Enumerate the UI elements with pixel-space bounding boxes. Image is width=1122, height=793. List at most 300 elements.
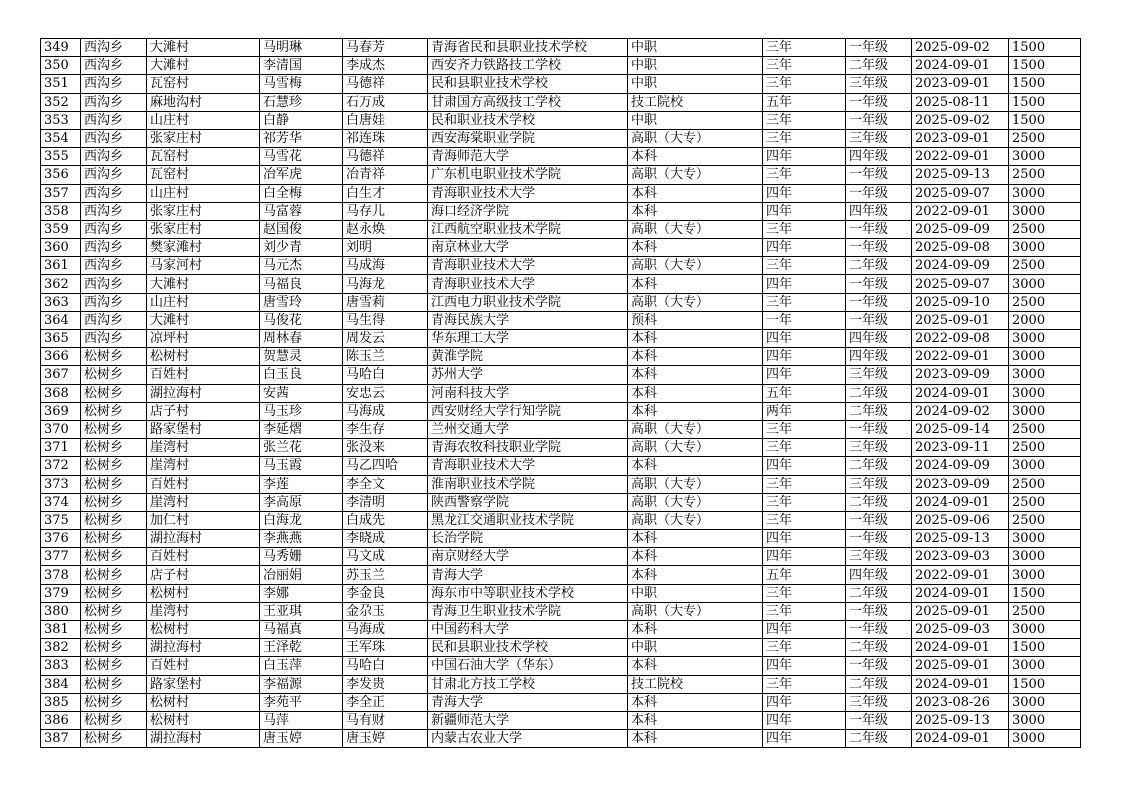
cell-guardian-name: 李清明 bbox=[343, 493, 428, 511]
cell-school-level: 本科 bbox=[628, 693, 763, 711]
cell-village: 瓦窑村 bbox=[147, 166, 260, 184]
cell-student-name: 马福真 bbox=[260, 621, 343, 639]
cell-amount: 3000 bbox=[1009, 566, 1081, 584]
cell-township: 西沟乡 bbox=[81, 311, 147, 329]
cell-guardian-name: 石万成 bbox=[343, 93, 428, 111]
cell-guardian-name: 赵永焕 bbox=[343, 220, 428, 238]
cell-duration: 五年 bbox=[763, 566, 846, 584]
cell-student-name: 白玉良 bbox=[260, 366, 343, 384]
cell-index: 385 bbox=[41, 693, 81, 711]
table-row bbox=[41, 402, 1081, 420]
cell-duration: 三年 bbox=[763, 57, 846, 75]
cell-student-name: 白玉萍 bbox=[260, 657, 343, 675]
cell-grade: 一年级 bbox=[846, 602, 912, 620]
table-row bbox=[41, 366, 1081, 384]
cell-grade: 二年级 bbox=[846, 402, 912, 420]
cell-school-level: 高职（大专） bbox=[628, 439, 763, 457]
cell-amount: 1500 bbox=[1009, 639, 1081, 657]
cell-guardian-name: 马德祥 bbox=[343, 148, 428, 166]
cell-index: 384 bbox=[41, 675, 81, 693]
cell-school-level: 高职（大专） bbox=[628, 511, 763, 529]
cell-village: 大滩村 bbox=[147, 39, 260, 57]
cell-student-name: 白静 bbox=[260, 111, 343, 129]
cell-duration: 三年 bbox=[763, 75, 846, 93]
cell-amount: 2500 bbox=[1009, 220, 1081, 238]
cell-grade: 四年级 bbox=[846, 348, 912, 366]
cell-village: 瓦窑村 bbox=[147, 148, 260, 166]
cell-school: 江西电力职业技术学院 bbox=[428, 293, 628, 311]
cell-grade: 三年级 bbox=[846, 366, 912, 384]
table-row bbox=[41, 457, 1081, 475]
cell-amount: 1500 bbox=[1009, 39, 1081, 57]
cell-enroll-date: 2024-09-01 bbox=[912, 493, 1009, 511]
cell-grade: 一年级 bbox=[846, 93, 912, 111]
cell-duration: 五年 bbox=[763, 93, 846, 111]
cell-township: 西沟乡 bbox=[81, 293, 147, 311]
cell-guardian-name: 冶青祥 bbox=[343, 166, 428, 184]
cell-school-level: 高职（大专） bbox=[628, 257, 763, 275]
cell-duration: 四年 bbox=[763, 348, 846, 366]
cell-school-level: 技工院校 bbox=[628, 675, 763, 693]
cell-township: 西沟乡 bbox=[81, 239, 147, 257]
cell-township: 西沟乡 bbox=[81, 39, 147, 57]
cell-duration: 三年 bbox=[763, 639, 846, 657]
cell-guardian-name: 马文成 bbox=[343, 548, 428, 566]
cell-school: 青海省民和县职业技术学校 bbox=[428, 39, 628, 57]
cell-grade: 一年级 bbox=[846, 311, 912, 329]
cell-township: 松树乡 bbox=[81, 566, 147, 584]
cell-grade: 二年级 bbox=[846, 493, 912, 511]
cell-school-level: 本科 bbox=[628, 711, 763, 729]
cell-grade: 四年级 bbox=[846, 330, 912, 348]
cell-guardian-name: 唐玉婷 bbox=[343, 730, 428, 748]
cell-student-name: 李延熠 bbox=[260, 420, 343, 438]
cell-enroll-date: 2025-09-14 bbox=[912, 420, 1009, 438]
cell-school: 陕西警察学院 bbox=[428, 493, 628, 511]
cell-index: 357 bbox=[41, 184, 81, 202]
cell-duration: 四年 bbox=[763, 330, 846, 348]
cell-index: 372 bbox=[41, 457, 81, 475]
cell-school: 甘肃国方高级技工学校 bbox=[428, 93, 628, 111]
cell-school: 华东理工大学 bbox=[428, 330, 628, 348]
cell-township: 西沟乡 bbox=[81, 275, 147, 293]
cell-grade: 四年级 bbox=[846, 566, 912, 584]
cell-amount: 3000 bbox=[1009, 657, 1081, 675]
cell-student-name: 马玉霞 bbox=[260, 457, 343, 475]
cell-duration: 三年 bbox=[763, 111, 846, 129]
cell-township: 西沟乡 bbox=[81, 330, 147, 348]
cell-enroll-date: 2024-09-09 bbox=[912, 257, 1009, 275]
cell-grade: 一年级 bbox=[846, 111, 912, 129]
cell-enroll-date: 2023-09-11 bbox=[912, 439, 1009, 457]
cell-duration: 三年 bbox=[763, 439, 846, 457]
cell-school-level: 本科 bbox=[628, 730, 763, 748]
cell-enroll-date: 2025-09-08 bbox=[912, 239, 1009, 257]
cell-guardian-name: 马有财 bbox=[343, 711, 428, 729]
cell-school: 甘肃北方技工学校 bbox=[428, 675, 628, 693]
cell-township: 松树乡 bbox=[81, 420, 147, 438]
cell-index: 363 bbox=[41, 293, 81, 311]
cell-village: 百姓村 bbox=[147, 657, 260, 675]
cell-student-name: 马俊花 bbox=[260, 311, 343, 329]
cell-school-level: 本科 bbox=[628, 457, 763, 475]
table-row bbox=[41, 148, 1081, 166]
cell-village: 凉坪村 bbox=[147, 330, 260, 348]
cell-index: 375 bbox=[41, 511, 81, 529]
cell-school-level: 中职 bbox=[628, 39, 763, 57]
cell-guardian-name: 马生得 bbox=[343, 311, 428, 329]
cell-township: 松树乡 bbox=[81, 348, 147, 366]
cell-student-name: 赵国俊 bbox=[260, 220, 343, 238]
cell-township: 西沟乡 bbox=[81, 75, 147, 93]
cell-amount: 2000 bbox=[1009, 311, 1081, 329]
cell-township: 松树乡 bbox=[81, 675, 147, 693]
cell-school-level: 本科 bbox=[628, 239, 763, 257]
cell-village: 大滩村 bbox=[147, 311, 260, 329]
cell-school: 西安齐力铁路技工学校 bbox=[428, 57, 628, 75]
cell-school: 青海农牧科技职业学院 bbox=[428, 439, 628, 457]
cell-index: 355 bbox=[41, 148, 81, 166]
cell-index: 383 bbox=[41, 657, 81, 675]
cell-grade: 二年级 bbox=[846, 730, 912, 748]
cell-grade: 一年级 bbox=[846, 39, 912, 57]
cell-grade: 一年级 bbox=[846, 220, 912, 238]
cell-township: 松树乡 bbox=[81, 402, 147, 420]
cell-village: 松树村 bbox=[147, 711, 260, 729]
cell-index: 382 bbox=[41, 639, 81, 657]
cell-student-name: 马秀姗 bbox=[260, 548, 343, 566]
cell-township: 松树乡 bbox=[81, 439, 147, 457]
cell-duration: 四年 bbox=[763, 148, 846, 166]
cell-village: 大滩村 bbox=[147, 57, 260, 75]
table-row bbox=[41, 530, 1081, 548]
cell-amount: 3000 bbox=[1009, 330, 1081, 348]
cell-school-level: 本科 bbox=[628, 202, 763, 220]
cell-grade: 一年级 bbox=[846, 420, 912, 438]
cell-index: 379 bbox=[41, 584, 81, 602]
cell-guardian-name: 白生才 bbox=[343, 184, 428, 202]
cell-guardian-name: 马德祥 bbox=[343, 75, 428, 93]
cell-grade: 四年级 bbox=[846, 202, 912, 220]
cell-student-name: 马雪梅 bbox=[260, 75, 343, 93]
cell-student-name: 李苑平 bbox=[260, 693, 343, 711]
cell-village: 麻地沟村 bbox=[147, 93, 260, 111]
cell-school-level: 高职（大专） bbox=[628, 129, 763, 147]
cell-duration: 四年 bbox=[763, 530, 846, 548]
cell-village: 松树村 bbox=[147, 348, 260, 366]
cell-amount: 3000 bbox=[1009, 548, 1081, 566]
cell-index: 362 bbox=[41, 275, 81, 293]
cell-enroll-date: 2024-09-02 bbox=[912, 402, 1009, 420]
cell-grade: 三年级 bbox=[846, 75, 912, 93]
cell-school: 西安海棠职业学院 bbox=[428, 129, 628, 147]
cell-student-name: 王亚琪 bbox=[260, 602, 343, 620]
cell-school-level: 高职（大专） bbox=[628, 493, 763, 511]
cell-grade: 一年级 bbox=[846, 293, 912, 311]
cell-student-name: 马福良 bbox=[260, 275, 343, 293]
table-row bbox=[41, 511, 1081, 529]
table-row bbox=[41, 711, 1081, 729]
cell-amount: 3000 bbox=[1009, 239, 1081, 257]
cell-grade: 三年级 bbox=[846, 439, 912, 457]
cell-guardian-name: 马海龙 bbox=[343, 275, 428, 293]
cell-enroll-date: 2025-09-01 bbox=[912, 311, 1009, 329]
cell-student-name: 周林春 bbox=[260, 330, 343, 348]
cell-enroll-date: 2022-09-01 bbox=[912, 148, 1009, 166]
cell-township: 松树乡 bbox=[81, 657, 147, 675]
cell-township: 松树乡 bbox=[81, 457, 147, 475]
cell-amount: 2500 bbox=[1009, 493, 1081, 511]
cell-grade: 二年级 bbox=[846, 639, 912, 657]
cell-amount: 2500 bbox=[1009, 129, 1081, 147]
cell-township: 松树乡 bbox=[81, 511, 147, 529]
cell-guardian-name: 马哈白 bbox=[343, 366, 428, 384]
cell-school: 苏州大学 bbox=[428, 366, 628, 384]
table-row bbox=[41, 293, 1081, 311]
table-row bbox=[41, 220, 1081, 238]
cell-school: 长治学院 bbox=[428, 530, 628, 548]
cell-township: 松树乡 bbox=[81, 730, 147, 748]
cell-village: 湖拉海村 bbox=[147, 530, 260, 548]
cell-duration: 四年 bbox=[763, 693, 846, 711]
cell-school-level: 中职 bbox=[628, 57, 763, 75]
cell-school-level: 中职 bbox=[628, 111, 763, 129]
cell-township: 西沟乡 bbox=[81, 148, 147, 166]
cell-guardian-name: 李晓成 bbox=[343, 530, 428, 548]
cell-amount: 3000 bbox=[1009, 366, 1081, 384]
table-row bbox=[41, 93, 1081, 111]
cell-duration: 四年 bbox=[763, 730, 846, 748]
table-row bbox=[41, 439, 1081, 457]
cell-guardian-name: 张没来 bbox=[343, 439, 428, 457]
cell-student-name: 贺慧灵 bbox=[260, 348, 343, 366]
cell-township: 西沟乡 bbox=[81, 220, 147, 238]
cell-duration: 三年 bbox=[763, 511, 846, 529]
cell-student-name: 刘少青 bbox=[260, 239, 343, 257]
table-row bbox=[41, 548, 1081, 566]
cell-amount: 2500 bbox=[1009, 166, 1081, 184]
cell-school: 青海职业技术大学 bbox=[428, 457, 628, 475]
cell-duration: 三年 bbox=[763, 293, 846, 311]
cell-township: 西沟乡 bbox=[81, 166, 147, 184]
cell-enroll-date: 2025-09-13 bbox=[912, 530, 1009, 548]
cell-duration: 五年 bbox=[763, 384, 846, 402]
cell-village: 崖湾村 bbox=[147, 457, 260, 475]
cell-index: 377 bbox=[41, 548, 81, 566]
cell-village: 张家庄村 bbox=[147, 129, 260, 147]
table-row bbox=[41, 330, 1081, 348]
table-row bbox=[41, 420, 1081, 438]
cell-school: 淮南职业技术学院 bbox=[428, 475, 628, 493]
cell-student-name: 石慧珍 bbox=[260, 93, 343, 111]
cell-township: 西沟乡 bbox=[81, 129, 147, 147]
cell-student-name: 马明琳 bbox=[260, 39, 343, 57]
table-row bbox=[41, 239, 1081, 257]
cell-village: 崖湾村 bbox=[147, 493, 260, 511]
cell-village: 松树村 bbox=[147, 584, 260, 602]
cell-index: 360 bbox=[41, 239, 81, 257]
cell-student-name: 马萍 bbox=[260, 711, 343, 729]
cell-index: 374 bbox=[41, 493, 81, 511]
cell-school: 江西航空职业技术学院 bbox=[428, 220, 628, 238]
cell-enroll-date: 2025-09-07 bbox=[912, 184, 1009, 202]
cell-township: 松树乡 bbox=[81, 530, 147, 548]
cell-duration: 三年 bbox=[763, 602, 846, 620]
cell-enroll-date: 2025-09-02 bbox=[912, 39, 1009, 57]
cell-enroll-date: 2024-09-01 bbox=[912, 639, 1009, 657]
cell-amount: 2500 bbox=[1009, 511, 1081, 529]
cell-amount: 3000 bbox=[1009, 202, 1081, 220]
cell-school-level: 本科 bbox=[628, 148, 763, 166]
cell-amount: 3000 bbox=[1009, 730, 1081, 748]
table-row bbox=[41, 111, 1081, 129]
cell-school: 新疆师范大学 bbox=[428, 711, 628, 729]
cell-guardian-name: 李全正 bbox=[343, 693, 428, 711]
table-row bbox=[41, 275, 1081, 293]
cell-village: 崖湾村 bbox=[147, 439, 260, 457]
cell-enroll-date: 2023-09-01 bbox=[912, 129, 1009, 147]
table-row bbox=[41, 202, 1081, 220]
cell-grade: 二年级 bbox=[846, 384, 912, 402]
cell-duration: 四年 bbox=[763, 239, 846, 257]
cell-amount: 2500 bbox=[1009, 257, 1081, 275]
table-row bbox=[41, 166, 1081, 184]
cell-guardian-name: 马哈白 bbox=[343, 657, 428, 675]
cell-school-level: 高职（大专） bbox=[628, 602, 763, 620]
cell-guardian-name: 唐雪莉 bbox=[343, 293, 428, 311]
table-row bbox=[41, 621, 1081, 639]
cell-index: 371 bbox=[41, 439, 81, 457]
cell-amount: 1500 bbox=[1009, 675, 1081, 693]
cell-enroll-date: 2024-09-01 bbox=[912, 584, 1009, 602]
cell-village: 松树村 bbox=[147, 621, 260, 639]
cell-duration: 四年 bbox=[763, 275, 846, 293]
cell-school: 海口经济学院 bbox=[428, 202, 628, 220]
cell-grade: 二年级 bbox=[846, 57, 912, 75]
cell-school: 青海民族大学 bbox=[428, 311, 628, 329]
cell-student-name: 李福源 bbox=[260, 675, 343, 693]
cell-amount: 2500 bbox=[1009, 439, 1081, 457]
cell-enroll-date: 2022-09-01 bbox=[912, 202, 1009, 220]
cell-amount: 1500 bbox=[1009, 111, 1081, 129]
cell-school-level: 本科 bbox=[628, 566, 763, 584]
cell-student-name: 祁芳华 bbox=[260, 129, 343, 147]
cell-duration: 四年 bbox=[763, 548, 846, 566]
cell-township: 西沟乡 bbox=[81, 184, 147, 202]
cell-enroll-date: 2024-09-01 bbox=[912, 384, 1009, 402]
cell-school-level: 本科 bbox=[628, 275, 763, 293]
cell-enroll-date: 2024-09-09 bbox=[912, 457, 1009, 475]
cell-school: 民和县职业技术学校 bbox=[428, 75, 628, 93]
table-row bbox=[41, 384, 1081, 402]
cell-school: 南京林业大学 bbox=[428, 239, 628, 257]
cell-student-name: 马富蓉 bbox=[260, 202, 343, 220]
cell-grade: 一年级 bbox=[846, 184, 912, 202]
table-row bbox=[41, 493, 1081, 511]
table-row bbox=[41, 675, 1081, 693]
cell-duration: 三年 bbox=[763, 129, 846, 147]
table-row bbox=[41, 39, 1081, 57]
cell-index: 361 bbox=[41, 257, 81, 275]
cell-enroll-date: 2023-09-03 bbox=[912, 548, 1009, 566]
cell-index: 368 bbox=[41, 384, 81, 402]
cell-index: 351 bbox=[41, 75, 81, 93]
cell-index: 386 bbox=[41, 711, 81, 729]
cell-index: 350 bbox=[41, 57, 81, 75]
cell-school-level: 本科 bbox=[628, 330, 763, 348]
cell-amount: 3000 bbox=[1009, 621, 1081, 639]
cell-school-level: 本科 bbox=[628, 184, 763, 202]
cell-duration: 四年 bbox=[763, 184, 846, 202]
cell-school-level: 本科 bbox=[628, 657, 763, 675]
cell-amount: 3000 bbox=[1009, 384, 1081, 402]
cell-village: 百姓村 bbox=[147, 366, 260, 384]
cell-township: 西沟乡 bbox=[81, 257, 147, 275]
cell-grade: 一年级 bbox=[846, 530, 912, 548]
cell-guardian-name: 安忠云 bbox=[343, 384, 428, 402]
cell-student-name: 冶丽娟 bbox=[260, 566, 343, 584]
cell-student-name: 王泽乾 bbox=[260, 639, 343, 657]
cell-guardian-name: 李发贵 bbox=[343, 675, 428, 693]
cell-school-level: 本科 bbox=[628, 621, 763, 639]
cell-school: 青海职业技术大学 bbox=[428, 257, 628, 275]
cell-enroll-date: 2025-09-03 bbox=[912, 621, 1009, 639]
cell-index: 376 bbox=[41, 530, 81, 548]
cell-index: 373 bbox=[41, 475, 81, 493]
cell-amount: 3000 bbox=[1009, 184, 1081, 202]
cell-guardian-name: 王军珠 bbox=[343, 639, 428, 657]
cell-amount: 1500 bbox=[1009, 75, 1081, 93]
cell-village: 店子村 bbox=[147, 566, 260, 584]
cell-student-name: 李娜 bbox=[260, 584, 343, 602]
cell-duration: 四年 bbox=[763, 657, 846, 675]
cell-enroll-date: 2023-09-09 bbox=[912, 475, 1009, 493]
cell-school-level: 本科 bbox=[628, 548, 763, 566]
cell-amount: 2500 bbox=[1009, 293, 1081, 311]
student-subsidy-table bbox=[40, 38, 1081, 748]
cell-index: 364 bbox=[41, 311, 81, 329]
cell-school: 西安财经大学行知学院 bbox=[428, 402, 628, 420]
cell-village: 山庄村 bbox=[147, 184, 260, 202]
cell-school: 黄淮学院 bbox=[428, 348, 628, 366]
cell-enroll-date: 2025-09-10 bbox=[912, 293, 1009, 311]
cell-amount: 3000 bbox=[1009, 693, 1081, 711]
cell-duration: 三年 bbox=[763, 220, 846, 238]
cell-enroll-date: 2024-09-01 bbox=[912, 57, 1009, 75]
cell-duration: 四年 bbox=[763, 202, 846, 220]
cell-guardian-name: 马海成 bbox=[343, 402, 428, 420]
table-body bbox=[41, 39, 1081, 748]
cell-duration: 三年 bbox=[763, 39, 846, 57]
cell-grade: 三年级 bbox=[846, 693, 912, 711]
cell-duration: 三年 bbox=[763, 166, 846, 184]
cell-school: 南京财经大学 bbox=[428, 548, 628, 566]
table-row bbox=[41, 566, 1081, 584]
cell-index: 349 bbox=[41, 39, 81, 57]
cell-amount: 3000 bbox=[1009, 148, 1081, 166]
cell-township: 西沟乡 bbox=[81, 202, 147, 220]
cell-duration: 两年 bbox=[763, 402, 846, 420]
cell-school: 中国石油大学（华东） bbox=[428, 657, 628, 675]
cell-school: 河南科技大学 bbox=[428, 384, 628, 402]
cell-school-level: 预科 bbox=[628, 311, 763, 329]
cell-amount: 1500 bbox=[1009, 57, 1081, 75]
cell-grade: 二年级 bbox=[846, 457, 912, 475]
cell-index: 359 bbox=[41, 220, 81, 238]
cell-township: 松树乡 bbox=[81, 602, 147, 620]
table-row bbox=[41, 602, 1081, 620]
cell-duration: 三年 bbox=[763, 475, 846, 493]
